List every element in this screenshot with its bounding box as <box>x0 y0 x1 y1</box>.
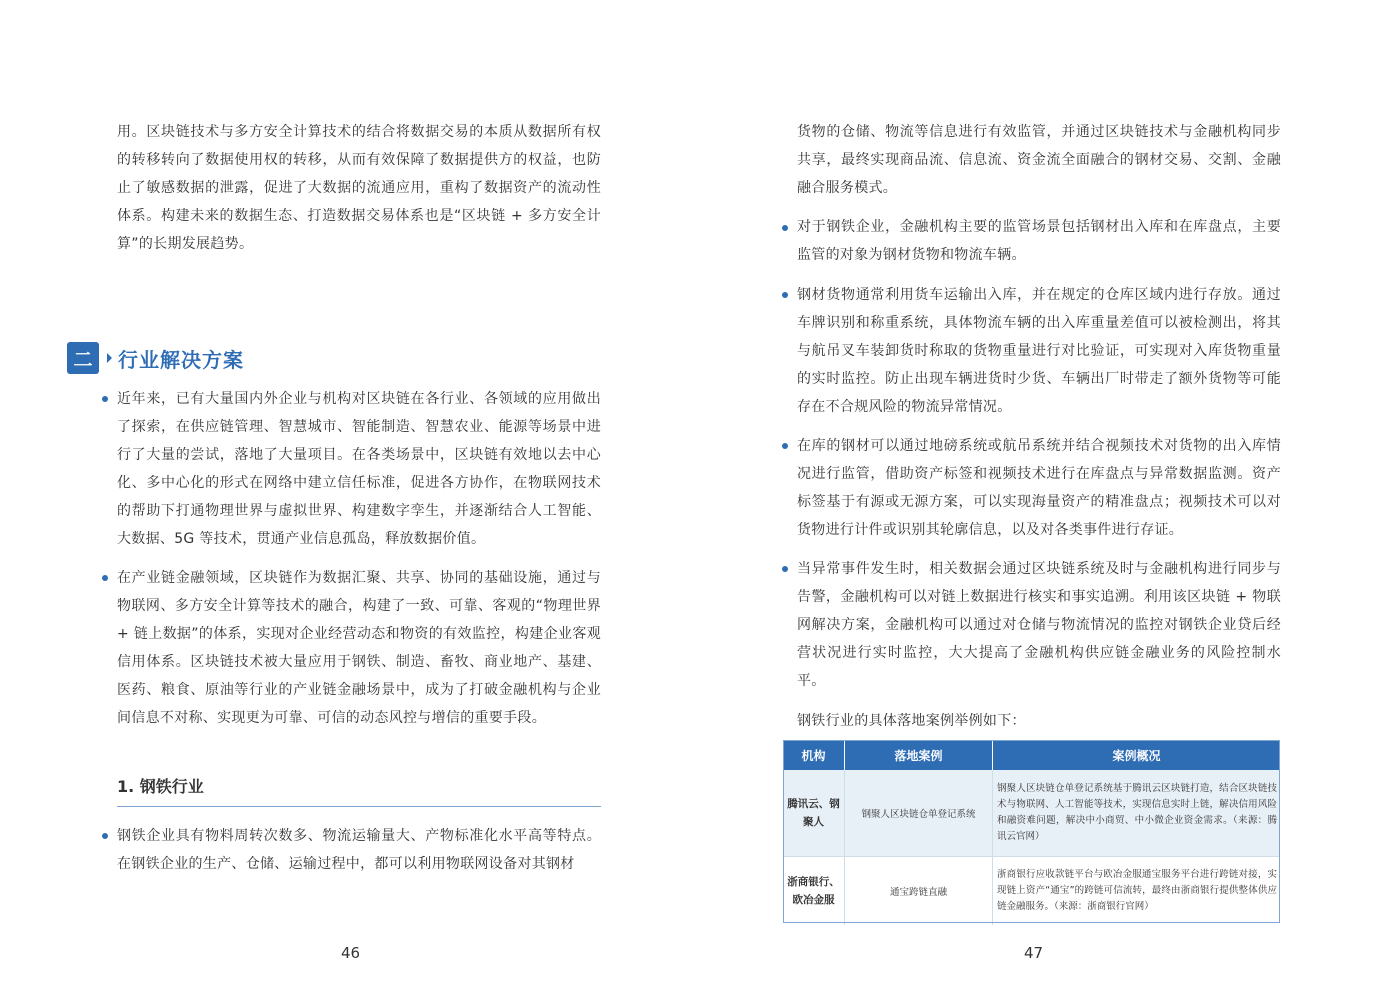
bullet-icon <box>782 566 788 572</box>
case-cell: 钢聚人区块链仓单登记系统 <box>845 770 993 857</box>
section-number-badge: 二 <box>67 342 99 374</box>
institution-cell: 浙商银行、欧冶金服 <box>783 857 845 926</box>
case-table <box>783 740 1280 925</box>
bullet-paragraph: 在产业链金融领域，区块链作为数据汇聚、共享、协同的基础设施，通过与物联网、多方安全计算等技术的融合，构建了一致、可靠、客观的“物理世界 + 链上数据”的体系，实现对企业经营动态和物资的有效监控，构建企业客观信用体系。区块链技术被大量应用于钢铁、制造、畜牧、商业地产、基建、医药、粮食、原油等行业的产业链金融场景中，成为了打破金融机构与企业间信息不对称、实现更为可靠、可信的动态风控与增信的重要手段。 <box>117 570 601 726</box>
column-header: 案例概况 <box>993 740 1281 770</box>
section-heading <box>67 342 244 374</box>
table-row <box>783 770 1280 857</box>
page-number: 47 <box>1024 944 1044 962</box>
subheading-steel: 1. 钢铁行业 <box>117 774 601 807</box>
table-row <box>783 857 1280 926</box>
bullet-icon <box>102 396 108 402</box>
continued-paragraph: 货物的仓储、物流等信息进行有效监管，并通过区块链技术与金融机构同步共享，最终实现商品流、信息流、资金流全面融合的钢材交易、交割、金融融合服务模式。 <box>797 124 1281 196</box>
bullet-paragraph: 对于钢铁企业，金融机构主要的监管场景包括钢材出入库和在库盘点，主要监管的对象为钢材货物和物流车辆。 <box>797 219 1281 263</box>
column-header: 机构 <box>783 740 845 770</box>
page-number: 46 <box>341 944 361 962</box>
bullet-icon <box>782 292 788 298</box>
bullet-paragraph: 近年来，已有大量国内外企业与机构对区块链在各行业、各领域的应用做出了探索，在供应链管理、智慧城市、智能制造、智慧农业、能源等场景中进行了大量的尝试，落地了大量项目。在各类场景中，区块链有效地以去中心化、多中心化的形式在网络中建立信任标准，促进各方协作，在物联网技术的帮助下打通物理世界与虚拟世界、构建数字孪生，并逐渐结合人工智能、大数据、5G 等技术，贯通产业信息孤岛，释放数据价值。 <box>117 391 601 547</box>
bullet-icon <box>102 575 108 581</box>
summary-cell: 浙商银行应收款链平台与欧冶金服通宝服务平台进行跨链对接，实现链上资产“通宝”的跨链可信流转，最终由浙商银行提供整体供应链金融服务。（来源：浙商银行官网） <box>993 857 1281 926</box>
bullet-paragraph: 当异常事件发生时，相关数据会通过区块链系统及时与金融机构进行同步与告警，金融机构可以对链上数据进行核实和事实追溯。利用该区块链 + 物联网解决方案，金融机构可以通过对仓储与物流情况的监控对钢铁企业贷后经营状况进行实时监控，大大提高了金融机构供应链金融业务的风险控制水平。 <box>797 561 1281 689</box>
bullet-paragraph: 钢铁企业具有物料周转次数多、物流运输量大、产物标准化水平高等特点。在钢铁企业的生产、仓储、运输过程中，都可以利用物联网设备对其钢材 <box>117 828 601 872</box>
caret-right-icon <box>107 353 112 363</box>
left-page <box>0 0 691 1005</box>
section-title: 行业解决方案 <box>118 347 244 372</box>
bullet-icon <box>102 833 108 839</box>
bullet-icon <box>782 225 788 231</box>
table-intro: 钢铁行业的具体落地案例举例如下： <box>797 713 1026 729</box>
bullet-paragraph: 钢材货物通常利用货车运输出入库，并在规定的仓库区域内进行存放。通过车牌识别和称重系统，具体物流车辆的出入库重量差值可以被检测出，将其与航吊叉车装卸货时称取的货物重量进行对比验证，可实现对入库货物重量的实时监控。防止出现车辆进货时少货、车辆出厂时带走了额外货物等可能存在不合规风险的物流异常情况。 <box>797 287 1281 415</box>
institution-cell: 腾讯云、钢聚人 <box>783 770 845 857</box>
table-header-row <box>783 740 1280 770</box>
summary-cell: 钢聚人区块链仓单登记系统基于腾讯云区块链打造，结合区块链技术与物联网、人工智能等技术，实现信息实时上链，解决信用风险和融资难问题，解决中小商贸、中小微企业资金需求。（来源：腾讯云官网） <box>993 770 1281 857</box>
column-header: 落地案例 <box>845 740 993 770</box>
intro-paragraph: 用。区块链技术与多方安全计算技术的结合将数据交易的本质从数据所有权的转移转向了数据使用权的转移，从而有效保障了数据提供方的权益，也防止了敏感数据的泄露，促进了大数据的流通应用，重构了数据资产的流动性体系。构建未来的数据生态、打造数据交易体系也是“区块链 + 多方安全计算”的长期发展趋势。 <box>117 124 601 252</box>
bullet-icon <box>782 443 788 449</box>
case-cell: 通宝跨链直融 <box>845 857 993 926</box>
bullet-paragraph: 在库的钢材可以通过地磅系统或航吊系统并结合视频技术对货物的出入库情况进行监管，借助资产标签和视频技术进行在库盘点与异常数据监测。资产标签基于有源或无源方案，可以实现海量资产的精准盘点；视频技术可以对货物进行计件或识别其轮廓信息，以及对各类事件进行存证。 <box>797 438 1281 538</box>
right-page <box>691 0 1383 1005</box>
